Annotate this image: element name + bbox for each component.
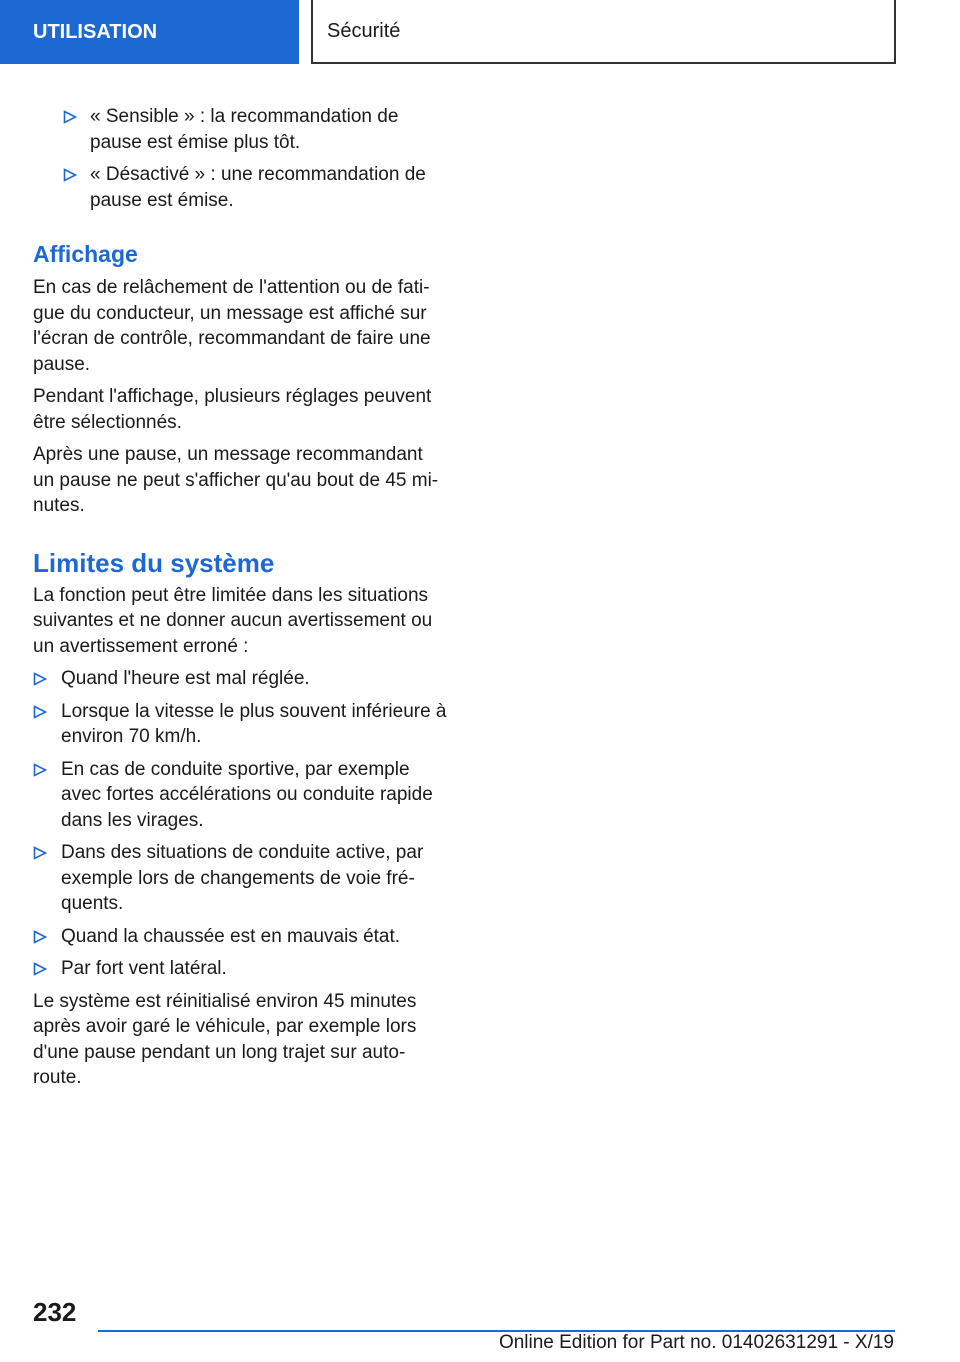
list-item — [33, 840, 448, 917]
paragraph: Pendant l'affichage, plusieurs réglages peuvent être sélectionnés. — [33, 386, 432, 433]
list-item — [33, 666, 448, 692]
chapter-title: Sécurité — [327, 19, 401, 42]
list-item — [33, 162, 448, 213]
list-item — [33, 956, 448, 982]
paragraph: La fonction peut être limitée dans les situations suivantes et ne donner aucun avertissement ou un avertissement erroné : — [33, 584, 433, 657]
list-item-text: Par fort vent latéral. — [61, 958, 227, 979]
section-title: UTILISATION — [33, 20, 158, 43]
chapter-tab — [311, 0, 896, 64]
list-item — [33, 104, 448, 155]
list-item — [33, 924, 448, 950]
list-item-text: En cas de conduite sportive, par exemple avec fortes accélérations ou conduite rapide dans les virages. — [61, 758, 433, 831]
section-heading-limites: Limites du système — [33, 547, 275, 578]
page-content — [33, 104, 448, 1098]
section-heading-affichage: Affichage — [33, 241, 138, 267]
list-item — [33, 757, 448, 834]
triangle-bullet-icon — [33, 962, 47, 976]
triangle-bullet-icon — [33, 672, 47, 686]
list-item — [33, 699, 448, 750]
triangle-bullet-icon — [33, 930, 47, 944]
list-item-text: Dans des situations de conduite active, par exemple lors de changements de voie fré-quents. — [61, 842, 424, 914]
page-number: 232 — [33, 1297, 77, 1327]
list-item-text: Lorsque la vitesse le plus souvent inférieure à environ 70 km/h. — [61, 700, 447, 747]
paragraph: Après une pause, un message recommandant un pause ne peut s'afficher qu'au bout de 45 mi-nutes. — [33, 444, 439, 516]
list-item-text: Quand la chaussée est en mauvais état. — [61, 925, 401, 947]
paragraph: En cas de relâchement de l'attention ou de fati-gue du conducteur, un message est affiché sur l'écran de contrôle, recommandant de faire une pause. — [33, 277, 431, 375]
triangle-bullet-icon — [63, 168, 77, 182]
list-item-text: « Désactivé » : une recommandation de pause est émise. — [90, 164, 426, 211]
paragraph: Le système est réinitialisé environ 45 minutes après avoir garé le véhicule, par exemple lors d'une pause pendant un long trajet sur auto-route. — [33, 990, 417, 1088]
triangle-bullet-icon — [63, 110, 77, 124]
list-item-text: « Sensible » : la recommandation de pause est émise plus tôt. — [90, 106, 399, 153]
footer-edition: Online Edition for Part no. 01402631291 - X/19 — [498, 1332, 894, 1353]
triangle-bullet-icon — [33, 705, 47, 719]
list-item-text: Quand l'heure est mal réglée. — [61, 668, 310, 689]
triangle-bullet-icon — [33, 846, 47, 860]
section-tab — [0, 0, 299, 64]
triangle-bullet-icon — [33, 763, 47, 777]
